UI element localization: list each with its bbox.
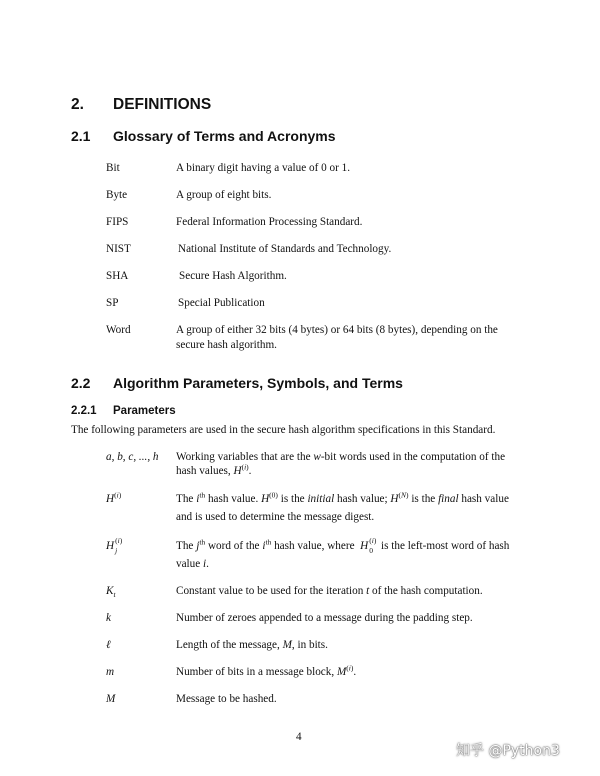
glossary-term: SHA <box>106 270 129 282</box>
glossary-def: National Institute of Standards and Technology. <box>178 243 392 255</box>
watermark: 知乎 @Python3 <box>456 743 560 759</box>
param-def: value i. <box>176 558 209 570</box>
page-number: 4 <box>296 731 302 743</box>
section-number: 2. <box>71 96 84 113</box>
subsection-number: 2.2 <box>71 375 91 391</box>
param-def: The $j^{th}$ word of the $i^{th}$ hash value, where H (i) 0 is the left-most word of hash <box>176 536 510 555</box>
param-def: The $i^{th}$ hash value. $H^{(0)}$ is the initial hash value; $H^{(N)}$ is the final hash value <box>176 490 509 505</box>
subsection-number: 2.1 <box>71 128 91 144</box>
param-def: Constant value to be used for the iteration t of the hash computation. <box>176 585 483 597</box>
subsection-title: Algorithm Parameters, Symbols, and Terms <box>113 375 403 391</box>
param-def: Number of bits in a message block, $M^{(i)}$. <box>176 663 357 678</box>
glossary-term: Word <box>106 324 131 336</box>
glossary-def: secure hash algorithm. <box>176 339 277 351</box>
glossary-term: Byte <box>106 189 128 201</box>
param-symbol: a, b, c, ..., h <box>106 451 159 463</box>
glossary-def: A group of eight bits. <box>176 189 272 201</box>
param-symbol: H (i) j <box>106 536 123 555</box>
glossary-def: A binary digit having a value of 0 or 1. <box>176 162 350 174</box>
subsubsection-title: Parameters <box>113 405 176 417</box>
param-def: Length of the message, M, in bits. <box>176 639 328 651</box>
param-symbol: m <box>106 666 115 678</box>
param-symbol: M <box>106 693 116 705</box>
param-symbol: $K_t$ <box>106 585 116 600</box>
param-symbol: ℓ <box>106 639 111 651</box>
param-def: and is used to determine the message digest. <box>176 511 375 523</box>
glossary-def: Federal Information Processing Standard. <box>176 216 363 228</box>
param-def: hash values, $H^{(i)}$. <box>176 462 252 477</box>
param-def: Working variables that are the w-bit words used in the computation of the <box>176 451 506 463</box>
section-title: DEFINITIONS <box>113 96 212 113</box>
glossary-term: Bit <box>106 162 120 174</box>
param-def: Message to be hashed. <box>176 693 277 705</box>
param-symbol: $H^{(i)}$ <box>106 490 122 505</box>
glossary-term: NIST <box>106 243 131 255</box>
glossary-def: Secure Hash Algorithm. <box>179 270 287 282</box>
params-intro: The following parameters are used in the secure hash algorithm specifications in this Standard. <box>71 424 496 436</box>
param-symbol: k <box>106 612 111 624</box>
glossary-def: A group of either 32 bits (4 bytes) or 64 bits (8 bytes), depending on the <box>176 324 498 336</box>
glossary-def: Special Publication <box>178 297 265 309</box>
glossary-term: FIPS <box>106 216 129 228</box>
glossary-term: SP <box>106 297 119 309</box>
subsection-title: Glossary of Terms and Acronyms <box>113 128 336 144</box>
subsubsection-number: 2.2.1 <box>71 405 97 417</box>
param-def: Number of zeroes appended to a message during the padding step. <box>176 612 473 624</box>
